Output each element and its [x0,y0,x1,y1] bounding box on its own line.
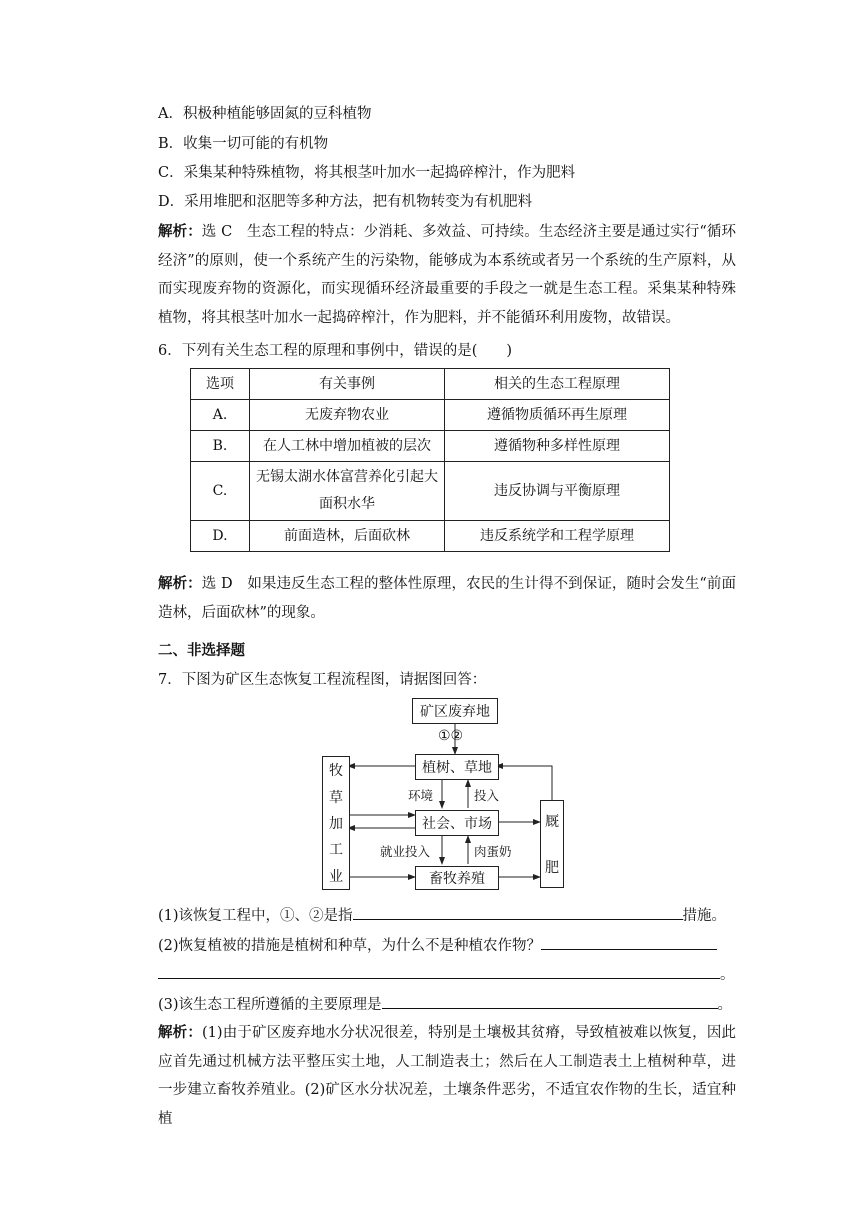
analysis-label: 解析： [158,575,202,592]
table-cell: A. [191,400,250,431]
option-b: B．收集一切可能的有机物 [158,136,329,152]
table-cell: 遵循物质循环再生原理 [445,400,670,431]
table-cell: 在人工林中增加植被的层次 [250,431,445,462]
analysis-text: 选 C 生态工程的特点：少消耗、多效益、可持续。生态经济主要是通过实行“循环经济”的原则，使一个系统产生的污染物，能够成为本系统或者另一个系统的生产原料，从而实现废弃物的资源化，而实现循环经济最重要的手段之一就是生态工程。采集某种特殊植物，将其根茎叶加水一起捣碎榨汁，作为肥料，并不能循环利用废物，故错误。 [158,224,736,326]
forage-char: 工 [329,842,343,859]
question-7-sub1 [158,904,726,926]
analysis-7 [158,1019,736,1133]
answer-blank[interactable] [382,993,718,1009]
analysis-text: 选 D 如果违反生态工程的整体性原理，农民的生计得不到保证，随时会发生“前面造林，后面砍林”的现象。 [158,576,737,621]
answer-blank[interactable] [158,963,720,979]
flow-diagram [320,690,560,890]
sub2-text: (2)恢复植被的措施是植树和种草，为什么不是种植农作物？ [158,938,542,954]
invest-label: 投入 [474,788,500,803]
analysis-6 [158,570,736,627]
meat-label: 肉蛋奶 [474,844,512,859]
table-cell: 违反系统学和工程学原理 [445,521,670,552]
answer-blank[interactable] [541,934,717,950]
option-d: D．采用堆肥和沤肥等多种方法，把有机物转变为有机肥料 [158,194,533,210]
table-header: 有关事例 [250,369,445,400]
forage-char: 牧 [329,763,343,780]
manure-char: 肥 [545,860,559,876]
manure-char: 厩 [545,814,559,830]
sub1-suffix: 措施。 [682,908,727,924]
option-a: A．积极种植能够固氮的豆科植物 [158,106,372,122]
mining-wasteland-box: 矿区废弃地 [412,698,498,724]
sub1-text: (1)该恢复工程中，①、②是指 [158,908,353,924]
table-header: 相关的生态工程原理 [445,369,670,400]
question-6-stem: 6．下列有关生态工程的原理和事例中，错误的是( ) [158,343,513,359]
plants-box: 植树、草地 [415,754,499,780]
analysis-label: 解析： [158,223,202,240]
table-cell: 前面造林，后面砍林 [250,521,445,552]
analysis-label: 解析： [158,1024,203,1041]
env-label: 环境 [408,788,434,803]
table-row [191,462,670,521]
forage-char: 草 [329,789,343,806]
table-cell: B. [191,431,250,462]
jobs-label: 就业投入 [380,844,431,859]
sub3-suffix: 。 [717,997,733,1013]
table-cell: D. [191,521,250,552]
steps-label: ①② [438,728,464,744]
table-cell: 无废弃物农业 [250,400,445,431]
sub2-end: 。 [720,967,735,983]
table-row [191,400,670,431]
option-c: C．采集某种特殊植物，将其根茎叶加水一起捣碎榨汁，作为肥料 [158,165,576,181]
analysis-text: (1)由于矿区废弃地水分状况很差，特别是土壤极其贫瘠，导致植被难以恢复，因此应首先通过机械方法平整压实土地，人工制造表土；然后在人工制造表土上植树种草，进一步建立畜牧养殖业。(2)矿区水分状况差，土壤条件恶劣，不适宜农作物的生长，适宜种植 [158,1025,736,1127]
table-cell: 违反协调与平衡原理 [445,462,670,521]
question-6-table [190,368,670,552]
question-7-sub2-cont [158,963,735,985]
analysis-5 [158,218,736,332]
section-heading: 二、非选择题 [158,642,245,659]
table-cell: 遵循物种多样性原理 [445,431,670,462]
table-row [191,521,670,552]
table-header: 选项 [191,369,250,400]
livestock-box: 畜牧养殖 [415,866,499,890]
table-row [191,431,670,462]
answer-blank[interactable] [353,904,683,920]
question-7-sub3 [158,993,732,1015]
forage-char: 业 [329,868,343,885]
forage-char: 加 [329,815,343,832]
forage-processing-box [322,756,350,890]
table-header-row [191,369,670,400]
table-cell: 无锡太湖水体富营养化引起大面积水华 [250,462,445,521]
manure-box [540,800,564,888]
question-7-stem: 7．下图为矿区生态恢复工程流程图，请据图回答： [158,672,487,688]
table-cell: C. [191,462,250,521]
sub3-text: (3)该生态工程所遵循的主要原理是 [158,997,382,1013]
question-7-sub2 [158,934,717,956]
society-market-box: 社会、市场 [415,810,499,836]
